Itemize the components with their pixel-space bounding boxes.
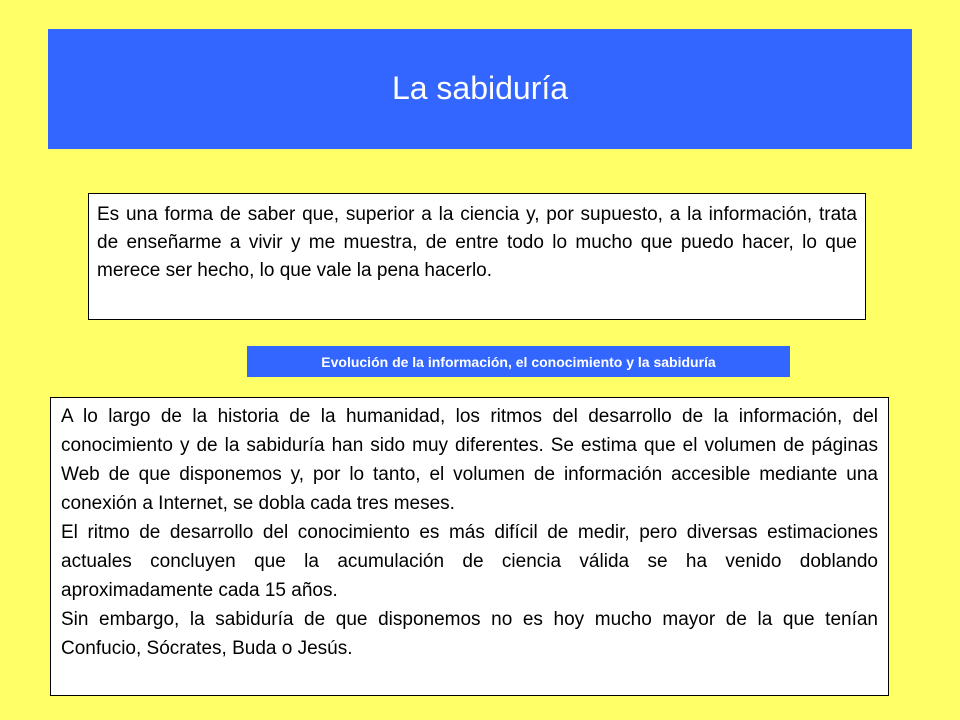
body-paragraph: Sin embargo, la sabiduría de que disponemos no es hoy mucho mayor de la que tenían Confucio, Sócrates, Buda o Jesús. [61,609,878,659]
page-title: La sabiduría [391,69,569,106]
body-paragraph: El ritmo de desarrollo del conocimiento es más difícil de medir, pero diversas estimaciones actuales concluyen que la acumulación de ciencia válida se ha venido doblando aproximadamente cada 15 años. [61,522,878,601]
title-banner [48,29,912,149]
definition-text-box: Es una forma de saber que, superior a la ciencia y, por supuesto, a la información, trata de enseñarme a vivir y me muestra, de entre todo lo mucho que puedo hacer, lo que merece ser hecho, lo que vale la pena hacerlo. [88,193,866,320]
body-text-box [50,397,889,696]
body-paragraph: A lo largo de la historia de la humanidad, los ritmos del desarrollo de la información, del conocimiento y de la sabiduría han sido muy diferentes. Se estima que el volumen de páginas Web de que disponemos y, por lo tanto, el volumen de información accesible mediante una conexión a Internet, se dobla cada tres meses. [61,406,878,514]
section-subtitle: Evolución de la información, el conocimiento y la sabiduría [247,346,790,377]
